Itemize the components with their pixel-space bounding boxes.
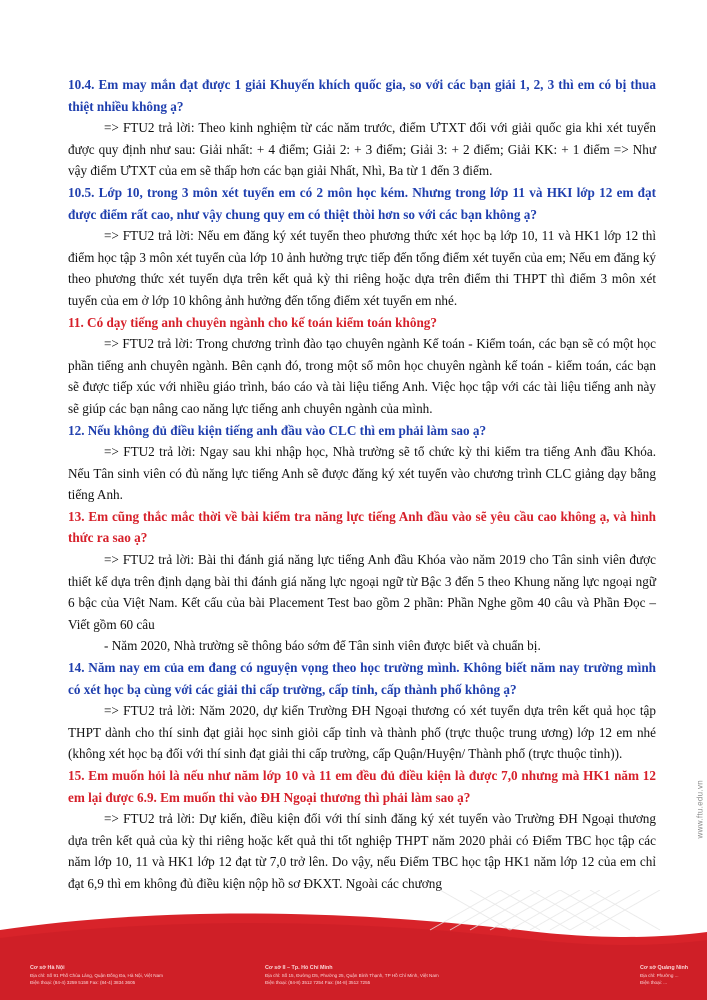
question-15: 15. Em muốn hỏi là nếu như năm lớp 10 và 11 em đều đủ điều kiện là được 7,0 nhưng mà HK1 năm 12 em lại được 6.9. Em muốn thi vào ĐH Ngoại thương thì phải làm sao ạ?	[68, 768, 656, 805]
campus-hanoi-name: Cơ sở Hà Nội	[30, 965, 65, 971]
footer-campus-hcm	[265, 965, 475, 986]
website-url: www.ftu.edu.vn	[695, 780, 704, 839]
question-12: 12. Nếu không đủ điều kiện tiếng anh đầu vào CLC thì em phải làm sao ạ?	[68, 422, 487, 438]
campus-qn-phone: Điện thoại: ...	[640, 980, 668, 985]
question-10-5: 10.5. Lớp 10, trong 3 môn xét tuyển em có 2 môn học kém. Nhưng trong lớp 11 và HKI lớp 12 em đạt được điểm rất cao, như vậy chung quy em có thiệt thòi hơn so với các bạn không ạ?	[68, 184, 656, 222]
answer-14: => FTU2 trả lời: Năm 2020, dự kiến Trường ĐH Ngoại thương có xét tuyển dựa trên kết quả học tập THPT dành cho thí sinh đạt giải học sinh giỏi cấp tỉnh và thành phố (trực thuộc trung ương) lớp 12 em nhé (không xét học bạ đối với thí sinh đạt giải thi cấp trường, cấp Quận/Huyện/ Thành phố (trực thuộc tỉnh)).	[68, 703, 656, 762]
faq-content	[68, 74, 656, 895]
campus-hanoi-address: Địa chỉ: Số 91 Phố Chùa Láng, Quận Đống Đa, Hà Nội, Việt Nam	[30, 973, 163, 978]
answer-15: => FTU2 trả lời: Dự kiến, điều kiện đối với thí sinh đăng ký xét tuyển vào Trường ĐH Ngoại thương dựa trên kết quả của kỳ thi riêng hoặc kết quả thi tốt nghiệp THPT năm 2020 phải có Điểm TBC học tập các năm lớp 10, 11 và HK1 lớp 12 đạt từ 7,0 trở lên. Do vậy, nếu Điểm TBC học tập HK1 năm lớp 12 của em chỉ đạt 6,9 thì em không đủ điều kiện nộp hồ sơ ĐKXT. Ngoài các chương	[68, 811, 656, 891]
campus-hcm-address: Địa chỉ: Số 15, Đường D5, Phường 25, Quận Bình Thạnh, TP Hồ Chí Minh, Việt Nam	[265, 973, 439, 978]
campus-qn-address: Địa chỉ: Phường ...	[640, 973, 679, 978]
campus-qn-name: Cơ sở Quảng Ninh	[640, 965, 689, 971]
answer-11: => FTU2 trả lời: Trong chương trình đào tạo chuyên ngành Kế toán - Kiểm toán, các bạn sẽ có một học phần tiếng anh chuyên ngành. Bên cạnh đó, trong một số môn học chuyên ngành kế toán - kiểm toán, các bạn sẽ được tiếp xúc với nhiều giáo trình, báo cáo và tài liệu tiếng Anh. Việc học tập với các tài liệu tiếng anh này sẽ giúp các bạn nâng cao năng lực tiếng anh chuyên ngành của mình.	[68, 336, 656, 416]
question-13: 13. Em cũng thắc mắc thời về bài kiểm tra năng lực tiếng Anh đầu vào sẽ yêu cầu cao không ạ, và hình thức ra sao ạ?	[68, 508, 656, 546]
footer-campus-hanoi	[30, 965, 230, 986]
question-14: 14. Năm nay em của em đang có nguyện vọng theo học trường mình. Không biết năm nay trường mình có xét học bạ cùng với các giải thi cấp trường, cấp tỉnh, cấp thành phố không ạ?	[68, 660, 656, 697]
answer-10-4: => FTU2 trả lời: Theo kinh nghiệm từ các năm trước, điểm ƯTXT đối với giải quốc gia khi xét tuyển được quy định như sau: Giải nhất: + 4 điểm; Giải 2: + 3 điểm; Giải 3: + 2 điểm; Giải KK: + 1 điểm => Như vậy điểm ƯTXT của em sẽ thấp hơn các bạn giải Nhất, Nhì, Ba từ 1 đến 3 điểm.	[68, 120, 656, 179]
campus-hcm-phone: Điện thoại: (84-8) 3512 7254 Fax: (84-8) 3512 7255	[265, 980, 371, 985]
note-13: - Năm 2020, Nhà trường sẽ thông báo sớm để Tân sinh viên được biết và chuẩn bị.	[104, 638, 541, 654]
question-11: 11. Có dạy tiếng anh chuyên ngành cho kế toán kiểm toán không?	[68, 314, 437, 330]
answer-13: => FTU2 trả lời: Bài thi đánh giá năng lực tiếng Anh đầu Khóa vào năm 2019 cho Tân sinh viên được thiết kế dựa trên định dạng bài thi đánh giá năng lực ngoại ngữ từ Bậc 3 đến 5 theo Khung năng lực ngoại ngữ 6 bậc của Việt Nam. Kết cấu của bài Placement Test bao gồm 2 phần: Phần Nghe gồm 40 câu và Phần Đọc – Viết gồm 60 câu	[68, 552, 656, 632]
campus-hcm-name: Cơ sở II – Tp. Hồ Chí Minh	[265, 965, 333, 971]
question-10-4: 10.4. Em may mắn đạt được 1 giải Khuyến khích quốc gia, so với các bạn giải 1, 2, 3 thì em có bị thua thiệt nhiều không ạ?	[68, 77, 656, 114]
answer-10-5: => FTU2 trả lời: Nếu em đăng ký xét tuyển theo phương thức xét học bạ lớp 10, 11 và HK1 lớp 12 thì điểm học tập 3 môn xét tuyển của lớp 10 ảnh hưởng trực tiếp đến tổng điểm xét tuyển của em; Nếu em đăng ký theo phương thức xét tuyển dựa trên kết quả kỳ thi riêng hoặc dựa trên điểm thi THPT thì điểm 3 môn xét tuyển của em ở lớp 10 không ảnh hưởng đến tổng điểm xét tuyển em nhé.	[68, 228, 656, 308]
footer-campus-quangninh	[640, 965, 700, 986]
answer-12: => FTU2 trả lời: Ngay sau khi nhập học, Nhà trường sẽ tổ chức kỳ thi kiểm tra tiếng Anh đầu Khóa. Nếu Tân sinh viên có đủ năng lực tiếng Anh sẽ được đăng ký xét tuyển vào chương trình CLC giảng dạy bằng tiếng Anh.	[68, 444, 656, 503]
campus-hanoi-phone: Điện thoại: (84-4) 3259 5158 Fax: (84-4) 3834 3605	[30, 980, 136, 985]
page-footer	[0, 890, 707, 1000]
